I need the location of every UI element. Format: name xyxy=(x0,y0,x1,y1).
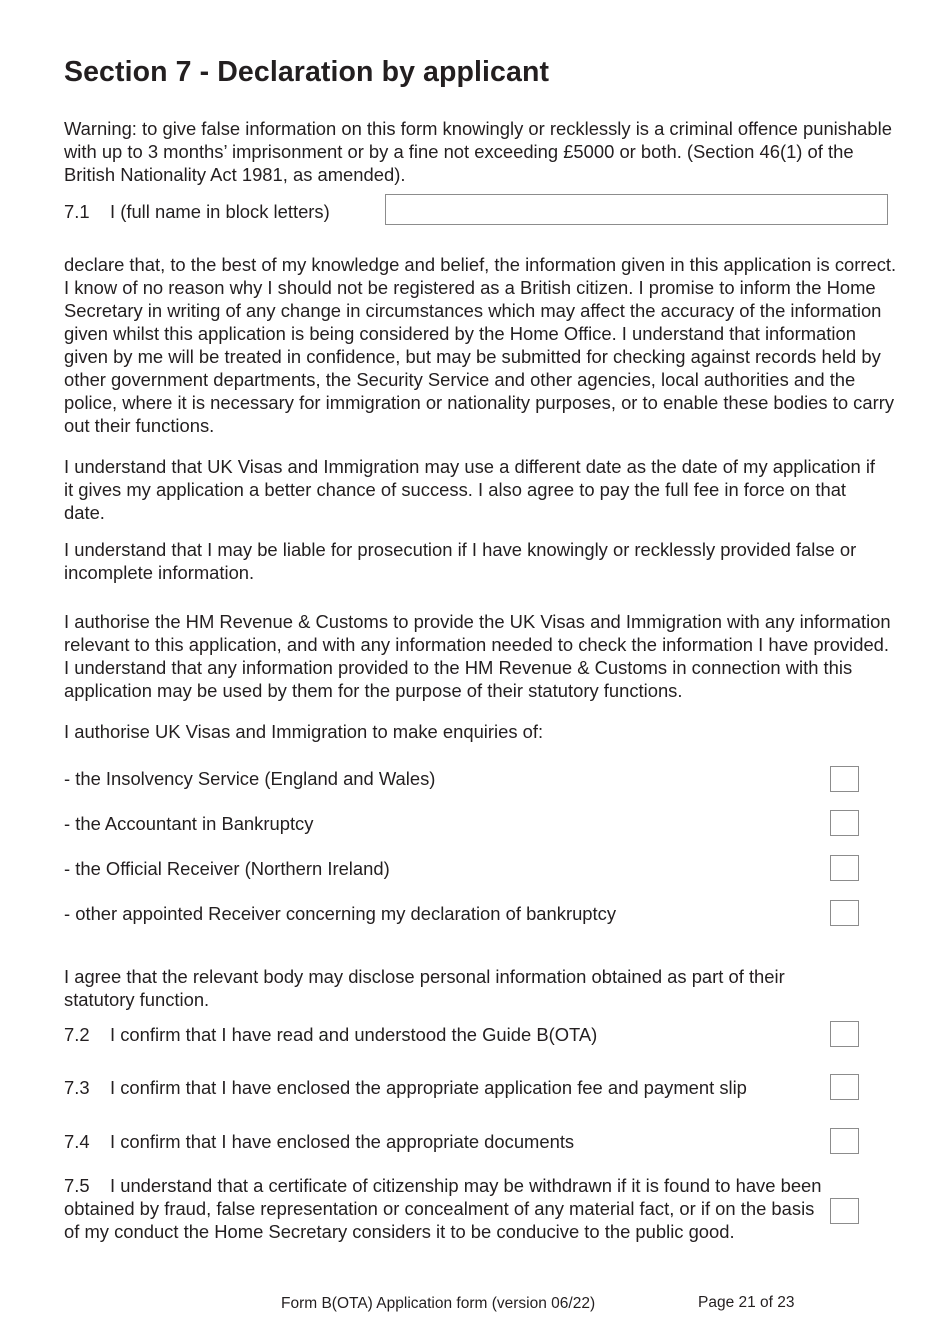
documents-enclosed-checkbox[interactable] xyxy=(830,1128,859,1154)
accountant-in-bankruptcy-checkbox[interactable] xyxy=(830,810,859,836)
full-name-input[interactable] xyxy=(385,194,888,225)
official-receiver-checkbox[interactable] xyxy=(830,855,859,881)
declaration-paragraph-5: I authorise UK Visas and Immigration to make enquiries of: xyxy=(64,721,544,742)
q7-2-label xyxy=(64,1023,597,1046)
q7-3-text: I confirm that I have enclosed the appropriate application fee and payment slip xyxy=(110,1077,747,1098)
declaration-paragraph-1: declare that, to the best of my knowledge and belief, the information given in this application is correct. I know of no reason why I should not be registered as a British citizen. I promise to inform the Home Secretary in writing of any change in circumstances which may affect the accuracy of the information given whilst this application is being considered by the Home Office. I understand that information given by me will be treated in confidence, but may be submitted for checking against records held by other government departments, the Security Service and other agencies, local authorities and the police, where it is necessary for immigration or nationality purposes, or to enable these bodies to carry out their functions. xyxy=(64,254,897,436)
q7-5-number: 7.5 xyxy=(64,1175,90,1196)
declaration-paragraph-4: I authorise the HM Revenue & Customs to provide the UK Visas and Immigration with any information relevant to this application, and with any information needed to check the information I have provided. I understand that any information provided to the HM Revenue & Customs in connection with this application may be used by them for the purpose of their statutory functions. xyxy=(64,611,891,701)
q7-5-label xyxy=(64,1174,824,1243)
q7-1-number: 7.1 xyxy=(64,201,90,222)
q7-1-text: I (full name in block letters) xyxy=(110,201,330,222)
enquiry-label-insolvency: - the Insolvency Service (England and Wales) xyxy=(64,768,436,789)
q7-4-text: I confirm that I have enclosed the appropriate documents xyxy=(110,1131,575,1152)
disclosure-text: I agree that the relevant body may disclose personal information obtained as part of their statutory function. xyxy=(64,966,785,1010)
q7-2-text: I confirm that I have read and understood the Guide B(OTA) xyxy=(110,1024,598,1045)
insolvency-service-checkbox[interactable] xyxy=(830,766,859,792)
other-receiver-checkbox[interactable] xyxy=(830,900,859,926)
declaration-paragraph-3: I understand that I may be liable for prosecution if I have knowingly or recklessly provided false or incomplete information. xyxy=(64,539,857,583)
q7-2-number: 7.2 xyxy=(64,1024,90,1045)
declaration-paragraph-2: I understand that UK Visas and Immigration may use a different date as the date of my application if it gives my application a better chance of success. I also agree to pay the full fee in force on that date. xyxy=(64,456,876,523)
enquiry-label-accountant: - the Accountant in Bankruptcy xyxy=(64,813,314,834)
warning-text: Warning: to give false information on this form knowingly or recklessly is a criminal offence punishable with up to 3 months’ imprisonment or by a fine not exceeding £5000 or both. (Section 46(1) of the British Nationality Act 1981, as amended). xyxy=(64,118,892,185)
certificate-withdrawal-checkbox[interactable] xyxy=(830,1198,859,1224)
q7-3-number: 7.3 xyxy=(64,1077,90,1098)
q7-5-text: I understand that a certificate of citizenship may be withdrawn if it is found to have been obtained by fraud, false representation or concealment of any material fact, or if on the basis of my conduct the Home Secretary considers it to be conducive to the public good. xyxy=(64,1175,822,1242)
footer-form-name: Form B(OTA) Application form (version 06/22) xyxy=(281,1295,596,1312)
q7-3-label xyxy=(64,1076,747,1099)
enquiry-label-other-receiver: - other appointed Receiver concerning my declaration of bankruptcy xyxy=(64,903,617,924)
fee-enclosed-checkbox[interactable] xyxy=(830,1074,859,1100)
guide-read-checkbox[interactable] xyxy=(830,1021,859,1047)
q7-4-label xyxy=(64,1130,574,1153)
footer-page-number: Page 21 of 23 xyxy=(698,1294,795,1311)
page-title: Section 7 - Declaration by applicant xyxy=(64,56,550,88)
q7-4-number: 7.4 xyxy=(64,1131,90,1152)
q7-1-label xyxy=(64,200,330,223)
enquiry-label-official-receiver: - the Official Receiver (Northern Ireland) xyxy=(64,858,390,879)
